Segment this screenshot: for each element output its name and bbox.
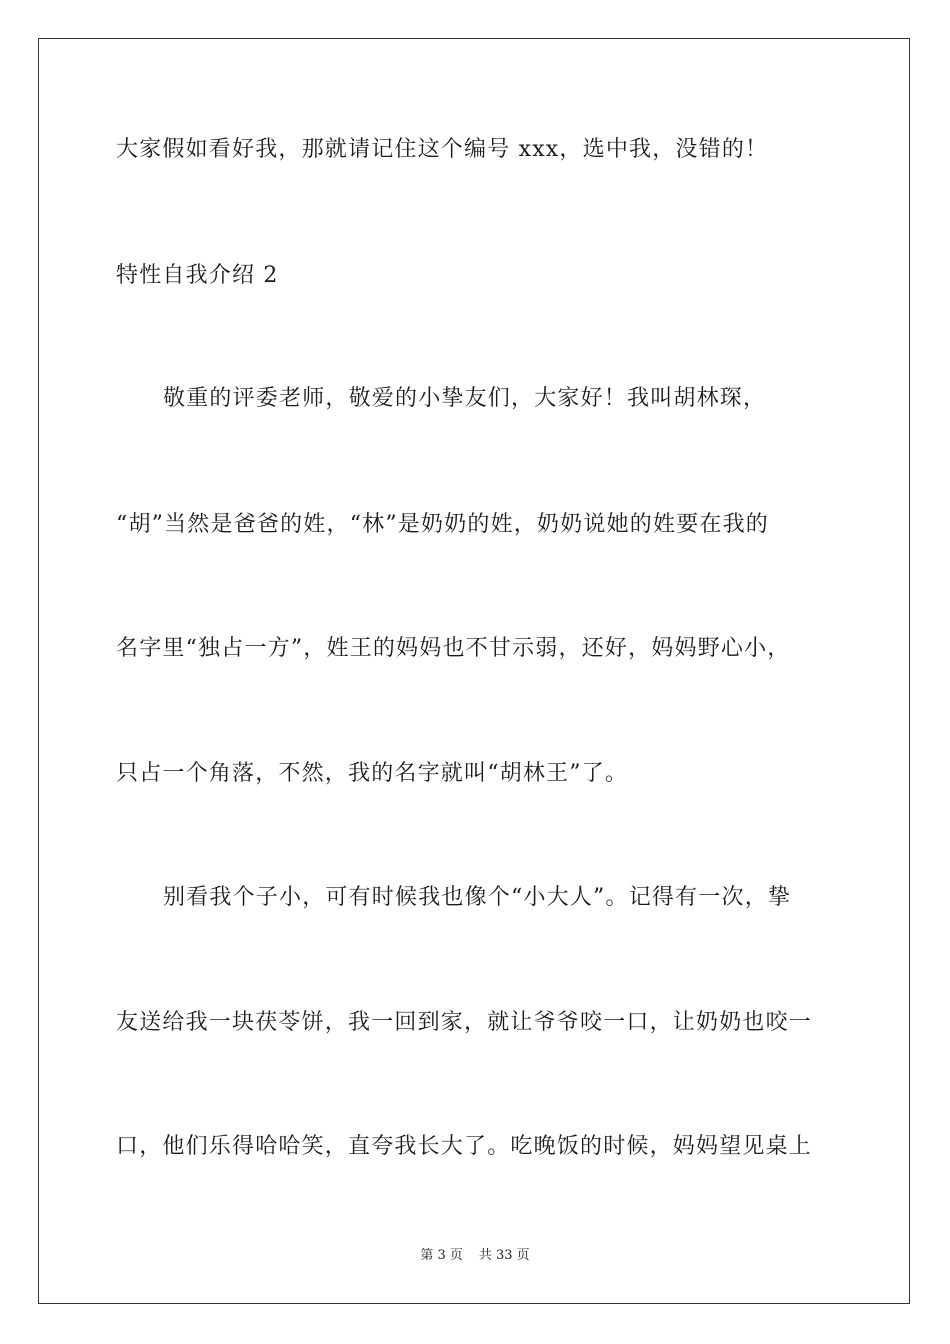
section-heading: 特性自我介绍 2	[116, 263, 279, 288]
text-line-9: 口，他们乐得哈哈笑，直夸我长大了。吃晚饭的时候，妈妈望见桌上	[116, 1134, 813, 1159]
text-line-7: 别看我个子小，可有时候我也像个“小大人”。记得有一次，挚	[163, 885, 792, 910]
page-footer	[0, 1247, 950, 1265]
page-border	[38, 38, 910, 1304]
text-line-6: 只占一个角落，不然，我的名字就叫“胡林王”了。	[116, 761, 629, 786]
text-line-3: 敬重的评委老师，敬爱的小挚友们，大家好！我叫胡林琛，	[163, 386, 767, 411]
text-line-4: “胡”当然是爸爸的姓，“林”是奶奶的姓，奶奶说她的姓要在我的	[116, 512, 769, 537]
page-number: 第 3 页	[420, 1248, 463, 1263]
page-total: 共 33 页	[478, 1248, 530, 1263]
text-line-8: 友送给我一块茯苓饼，我一回到家，就让爷爷咬一口，让奶奶也咬一	[116, 1010, 813, 1035]
text-line-5: 名字里“独占一方”，姓王的妈妈也不甘示弱，还好，妈妈野心小，	[116, 636, 791, 661]
text-line-1: 大家假如看好我，那就请记住这个编号 xxx，选中我，没错的！	[116, 137, 769, 162]
